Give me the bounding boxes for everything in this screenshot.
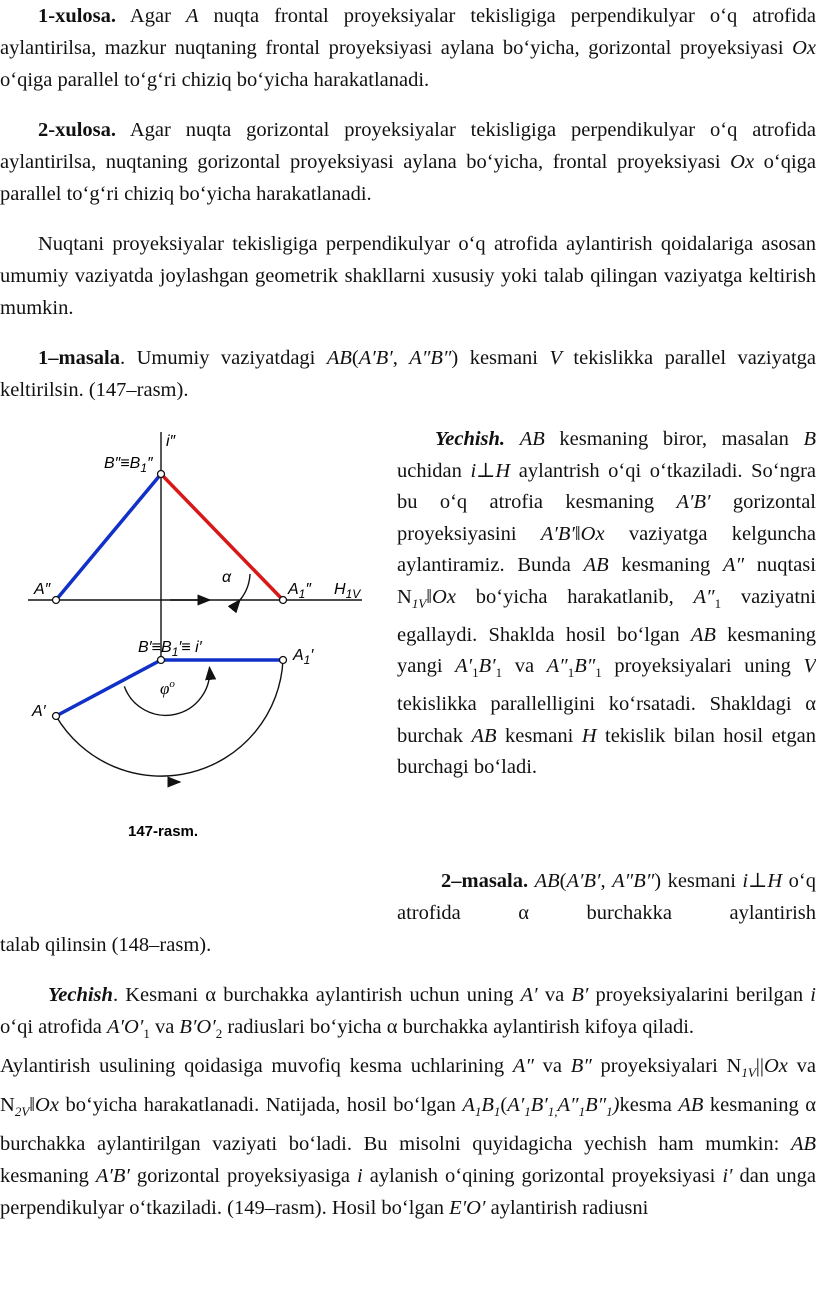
solution-1-heading: Yechish.	[435, 428, 506, 450]
point-a-frontal: A″	[693, 585, 715, 608]
parallel-sign: ‖	[574, 522, 581, 545]
radius-ao: A′O′	[107, 1016, 144, 1038]
point-a1-1	[280, 657, 287, 664]
text: aylantirish radiusni	[485, 1197, 649, 1220]
plane-v: V	[803, 655, 816, 678]
point-b1-horizontal: B′	[478, 655, 496, 678]
label-part: A	[293, 647, 304, 664]
label-sub: 1	[171, 645, 179, 659]
parallel-sign: ||	[755, 1055, 764, 1078]
text: ,	[392, 347, 410, 369]
parallel-sign: ‖	[426, 585, 433, 608]
subscript: 2	[215, 1026, 223, 1042]
label-phi	[160, 678, 175, 698]
point-a1-frontal: A″	[546, 655, 568, 678]
solution-2-heading: Yechish	[48, 984, 113, 1006]
axis-i-perp-h: i⊥H	[470, 459, 511, 482]
label-part: φ	[160, 679, 170, 698]
text: kesma	[619, 1094, 679, 1117]
segment-ab: AB	[519, 428, 545, 450]
paragraph-masala-1	[0, 342, 816, 406]
text: uchidan	[397, 459, 471, 482]
point-b1-horizontal: B′	[530, 1094, 548, 1117]
label-sup: ″	[305, 581, 312, 598]
radius-eo: E′O′	[449, 1197, 486, 1220]
figure-147	[0, 424, 372, 864]
text: ) kesmani	[654, 870, 743, 892]
segment-ab: AB	[326, 347, 352, 369]
text: kesmani	[496, 724, 582, 747]
text: vaziyatga kelguncha aylantiramiz. Bunda	[397, 522, 816, 577]
subscript: 1,	[547, 1104, 558, 1120]
segment-ab-frontal: A″B″	[612, 870, 655, 892]
xulosa-2-heading: 2-xulosa.	[38, 119, 117, 141]
text: tekislikka parallelligini ko‘rsatadi. Shakldagi α burchak	[397, 692, 816, 747]
point-a: A	[185, 5, 199, 27]
subscript: 1	[578, 1104, 586, 1120]
text: proyeksiyalarini berilgan	[588, 984, 811, 1006]
label-part: A	[288, 581, 299, 598]
subscript: 1	[524, 1104, 531, 1120]
paragraph-xulosa-2	[0, 114, 816, 210]
text: vaziyatni egallaydi. Shaklda hosil bo‘lgan	[397, 585, 816, 646]
text: tekislikka parallel vaziyatga keltirilsin. (147–rasm).	[0, 347, 816, 401]
text: Agar	[116, 5, 186, 27]
solution-1	[397, 424, 816, 784]
subscript: 1	[493, 1104, 501, 1120]
axis-i-perp-h: i⊥H	[742, 870, 783, 892]
point-a-frontal: A″	[722, 554, 745, 577]
text: (	[559, 870, 567, 892]
paragraph-xulosa-1	[0, 0, 816, 96]
segment-ab: AB	[690, 623, 716, 646]
point-a1-horizontal: A′	[455, 655, 473, 678]
plane-v: V	[549, 347, 562, 369]
paragraph-rule	[0, 228, 816, 324]
axis-ox: Ox	[580, 522, 605, 545]
axis-ox: Ox	[792, 37, 816, 59]
axis-i-horizontal: i′	[722, 1165, 733, 1188]
text: ) kesmani	[451, 347, 550, 369]
axis-ox: Ox	[764, 1055, 788, 1078]
text: o‘q atrofida α burchakka aylantirish	[397, 870, 816, 924]
text: bo‘yicha harakatlanadi. Natijada, hosil bo‘lgan	[58, 1094, 463, 1117]
text: aylanish o‘qining gorizontal proyeksiyasi	[362, 1165, 723, 1188]
point-b1	[158, 657, 165, 664]
text: nuqta frontal proyeksiyalar tekisligiga perpendikulyar o‘q atrofida aylantirilsa, mazkur nuqtaning frontal proyeksiyasi aylana bo‘yicha, gorizontal proyeksiyasi	[0, 5, 816, 59]
solution-2	[0, 979, 816, 1224]
figure-147-drawing	[0, 424, 372, 864]
subscript: 1	[714, 596, 722, 612]
text: va	[502, 655, 547, 678]
text: Nuqtani proyeksiyalar tekisligiga perpendikulyar o‘q atrofida aylantirish qoidalariga asosan umumiy vaziyatda joylashgan geometrik shakllarni xususiy yoki talab qilingan vaziyatga keltirish mumkin.	[0, 233, 816, 319]
text: ,	[600, 870, 613, 892]
text: va	[537, 984, 572, 1006]
text	[505, 428, 520, 450]
point-a2	[53, 597, 60, 604]
label-sub: 1	[298, 587, 306, 601]
segment-ab: AB	[583, 554, 609, 577]
text: )	[612, 1094, 620, 1117]
point-a1	[53, 713, 60, 720]
label-b2b1	[104, 455, 154, 475]
label-a1: A′	[32, 703, 46, 720]
subscript: 1	[474, 1104, 482, 1120]
subscript: 1	[495, 665, 503, 681]
radius-bo: B′O′	[179, 1016, 216, 1038]
text: proyeksiyalari N	[591, 1055, 742, 1078]
axis-i: i	[810, 984, 816, 1006]
text: o‘qi atrofida	[0, 1016, 108, 1038]
label-sup: ′	[310, 647, 314, 664]
point-b1-frontal: B″	[574, 655, 596, 678]
point-a1-horizontal: A′	[507, 1094, 525, 1117]
text: va	[533, 1055, 571, 1078]
text: kesmaning yangi	[397, 623, 816, 678]
subscript: 1	[472, 665, 479, 681]
segment-ab-horizontal: A′B′	[676, 491, 711, 514]
text: aylantrish o‘qi o‘tkaziladi. So‘ngra bu o‘q atrofia kesmaning	[397, 459, 816, 514]
segment-a2-b2	[56, 474, 161, 600]
segment-ab: AB	[471, 724, 497, 747]
text: kesmaning	[608, 554, 723, 577]
label-sup: ′≡ i′	[178, 639, 202, 656]
figure-caption: 147-rasm.	[128, 823, 199, 840]
point-b: B	[803, 428, 816, 450]
masala-2-heading: 2–masala.	[441, 870, 529, 892]
text: kesmaning α burchakka aylantirilgan vaziyati bo‘ladi. Bu misolni quyidagicha yechish ham mumkin:	[0, 1094, 816, 1156]
point-a1-frontal: A″	[557, 1094, 579, 1117]
masala-1-heading: 1–masala	[38, 347, 120, 369]
subscript: 2V	[14, 1104, 30, 1120]
label-part: H	[334, 581, 346, 598]
point-a1-2	[280, 597, 287, 604]
text: bo‘yicha harakatlanib,	[455, 585, 694, 608]
text: kesmaning	[0, 1165, 96, 1188]
subscript: 1	[606, 1104, 613, 1120]
xulosa-1-heading: 1-xulosa.	[38, 5, 117, 27]
label-i2: i″	[166, 433, 176, 450]
subscript: 1	[595, 665, 602, 681]
label-sub: 1V	[345, 587, 361, 601]
segment-ab-horizontal: A′B′	[540, 522, 575, 545]
text: radiuslari bo‘yicha α burchakka aylantirish kifoya qiladi.	[222, 1016, 695, 1038]
text: Agar nuqta gorizontal proyeksiyalar tekisligiga perpendikulyar o‘q atrofida aylantirilsa, nuqtaning gorizontal proyeksiyasi aylana bo‘yicha, frontal proyeksiyasi	[0, 119, 816, 173]
segment-a1-b1-horizontal	[56, 660, 161, 716]
subscript: 1	[567, 665, 575, 681]
text: gorizontal proyeksiyasini	[397, 491, 816, 545]
paragraph-masala-2	[397, 865, 816, 929]
text: va	[149, 1016, 180, 1038]
text: . Umumiy vaziyatdagi	[120, 347, 327, 369]
point-b1-frontal: B″	[585, 1094, 607, 1117]
label-alpha: α	[222, 569, 232, 586]
text: proyeksiyalari uning	[601, 655, 804, 678]
text: nuqtasi N	[397, 554, 816, 608]
label-a2: A″	[34, 581, 51, 598]
label-a1-2	[287, 581, 312, 601]
label-part: B′≡B	[138, 639, 172, 656]
axis-ox: Ox	[35, 1094, 59, 1117]
text: kesmaning biror, masalan	[544, 428, 804, 450]
plane-h: H	[581, 724, 597, 747]
alpha-arc	[240, 574, 250, 600]
segment-ab: AB	[790, 1133, 816, 1156]
point-a-horizontal: A′	[520, 984, 538, 1006]
text: dan unga perpendikulyar o‘tkaziladi. (149–rasm). Hosil bo‘lgan	[0, 1165, 816, 1220]
text: tekislik bilan hosil etgan burchagi bo‘ladi.	[397, 724, 816, 779]
text: Aylantirish usulining qoidasiga muvofiq kesma uchlarining	[0, 1055, 513, 1078]
segment-ab-horizontal: A′B′	[95, 1165, 130, 1188]
subscript: 1	[143, 1026, 150, 1042]
parallel-sign: ‖	[29, 1094, 36, 1117]
point-a-frontal: A″	[512, 1055, 534, 1078]
label-part: B″≡B	[104, 455, 141, 472]
text: o‘qiga parallel to‘g‘ri chiziq bo‘yicha harakatlanadi.	[0, 151, 816, 205]
text: va N	[0, 1055, 816, 1117]
text: . Kesmani α burchakka aylantirish uchun uning	[112, 984, 521, 1006]
axis-ox: Ox	[730, 151, 755, 173]
text: o‘qiga parallel to‘g‘ri chiziq bo‘yicha harakatlanadi.	[0, 69, 430, 91]
label-sup: ″	[147, 455, 153, 472]
axis-i: i	[357, 1165, 363, 1188]
point-b-frontal: B″	[570, 1055, 592, 1078]
segment-ab-horizontal: A′B′	[358, 347, 393, 369]
label-sub: 1	[140, 461, 148, 475]
text: gorizontal proyeksiyasiga	[129, 1165, 357, 1188]
point-b2	[158, 471, 165, 478]
label-h1v	[334, 581, 361, 601]
subscript: 1V	[741, 1065, 756, 1081]
axis-ox: Ox	[432, 585, 456, 608]
text: (	[500, 1094, 508, 1117]
label-b1b1i	[138, 639, 203, 659]
segment-ab-horizontal: A′B′	[566, 870, 601, 892]
segment-ab-frontal: A″B″	[409, 347, 452, 369]
point-b1: B	[481, 1094, 494, 1117]
segment-ab: AB	[534, 870, 560, 892]
label-sup: o	[169, 678, 175, 690]
subscript: 1V	[411, 596, 427, 612]
masala-2-tail: talab qilinsin (148–rasm).	[0, 934, 212, 956]
label-sub: 1	[303, 653, 311, 667]
text: (	[351, 347, 359, 369]
segment-ab: AB	[678, 1094, 704, 1117]
point-a1: A	[462, 1094, 475, 1117]
label-a1-1	[292, 647, 314, 667]
point-b-horizontal: B′	[571, 984, 589, 1006]
